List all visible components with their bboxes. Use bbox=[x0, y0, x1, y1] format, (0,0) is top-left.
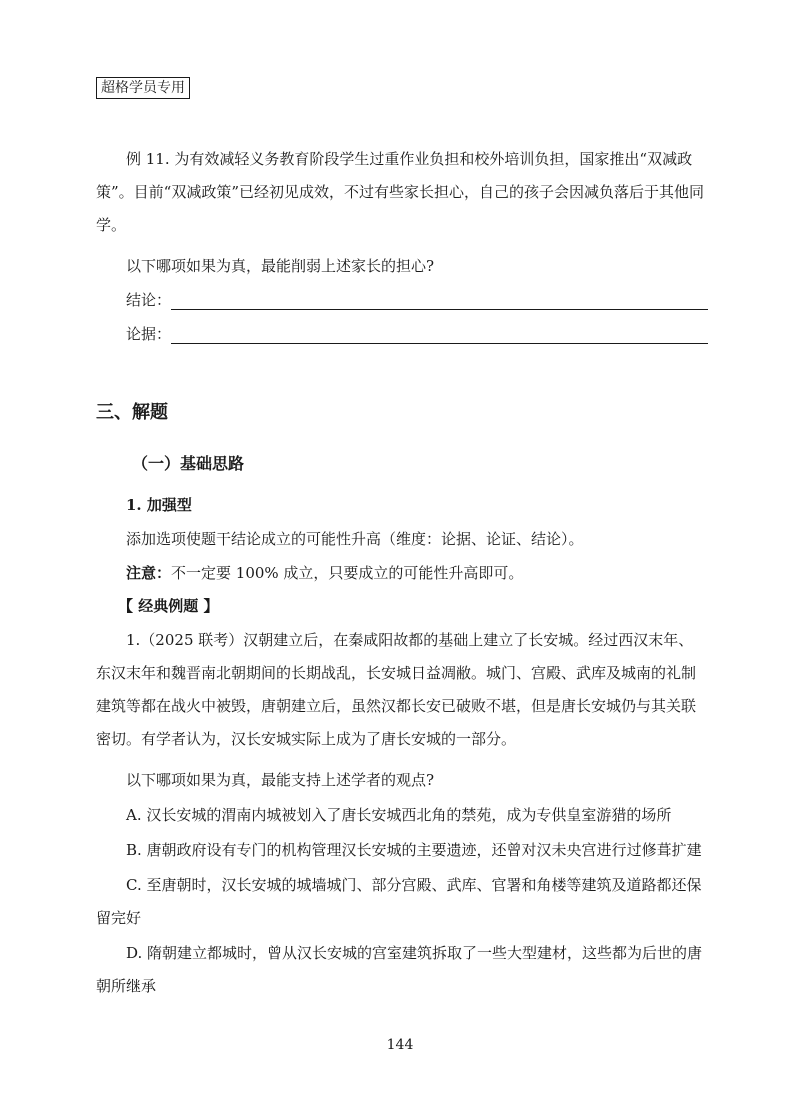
classic-example-label: 【 经典例题 】 bbox=[118, 597, 219, 615]
student-only-stamp: 超格学员专用 bbox=[96, 77, 190, 99]
option-a: A. 汉长安城的渭南内城被划入了唐长安城西北角的禁苑，成为专供皇室游猎的场所 bbox=[126, 806, 672, 824]
evidence-fill-row bbox=[126, 318, 708, 351]
page-number: 144 bbox=[386, 1037, 414, 1053]
example-11-text: 例 11. 为有效减轻义务教育阶段学生过重作业负担和校外培训负担，国家推出“双减政策”。目前“双减政策”已经初见成效，不过有些家长担心，自己的孩子会因减负落后于其他同学。 bbox=[96, 150, 705, 234]
problem-1-stem: 1.（2025 联考）汉朝建立后，在秦咸阳故都的基础上建立了长安城。经过西汉末年、东汉末年和魏晋南北朝期间的长期战乱，长安城日益凋敝。城门、宫殿、武库及城南的礼制建筑等都在战火中被毁，唐朝建立后，虽然汉都长安已破败不堪，但是唐长安城仍与其关联密切。有学者认为，汉长安城实际上成为了唐长安城的一部分。 bbox=[96, 631, 697, 748]
problem-1-question: 以下哪项如果为真，最能支持上述学者的观点? bbox=[126, 771, 435, 789]
section-title: 三、解题 bbox=[96, 402, 168, 423]
note-line bbox=[126, 557, 708, 590]
conclusion-label: 结论： bbox=[126, 291, 172, 309]
subsection-title: 1. 加强型 bbox=[126, 496, 192, 514]
example-11-question: 以下哪项如果为真，最能削弱上述家长的担心? bbox=[126, 257, 435, 275]
option-c: C. 至唐朝时，汉长安城的城墙城门、部分宫殿、武库、官署和角楼等建筑及道路都还保留完好 bbox=[96, 876, 702, 927]
conclusion-blank-line bbox=[171, 287, 708, 310]
section-subtitle: （一）基础思路 bbox=[132, 454, 245, 473]
note-text: 不一定要 100% 成立，只要成立的可能性升高即可。 bbox=[171, 564, 524, 582]
evidence-label: 论据： bbox=[126, 325, 172, 343]
definition-text: 添加选项使题干结论成立的可能性升高（维度：论据、论证、结论）。 bbox=[126, 530, 584, 548]
note-label: 注意： bbox=[126, 564, 172, 582]
option-b: B. 唐朝政府设有专门的机构管理汉长安城的主要遗迹，还曾对汉未央宫进行过修葺扩建 bbox=[126, 841, 702, 859]
option-d: D. 隋朝建立都城时，曾从汉长安城的宫室建筑拆取了一些大型建材，这些都为后世的唐朝所继承 bbox=[96, 944, 703, 995]
evidence-blank-line bbox=[171, 321, 708, 344]
conclusion-fill-row bbox=[126, 284, 708, 317]
